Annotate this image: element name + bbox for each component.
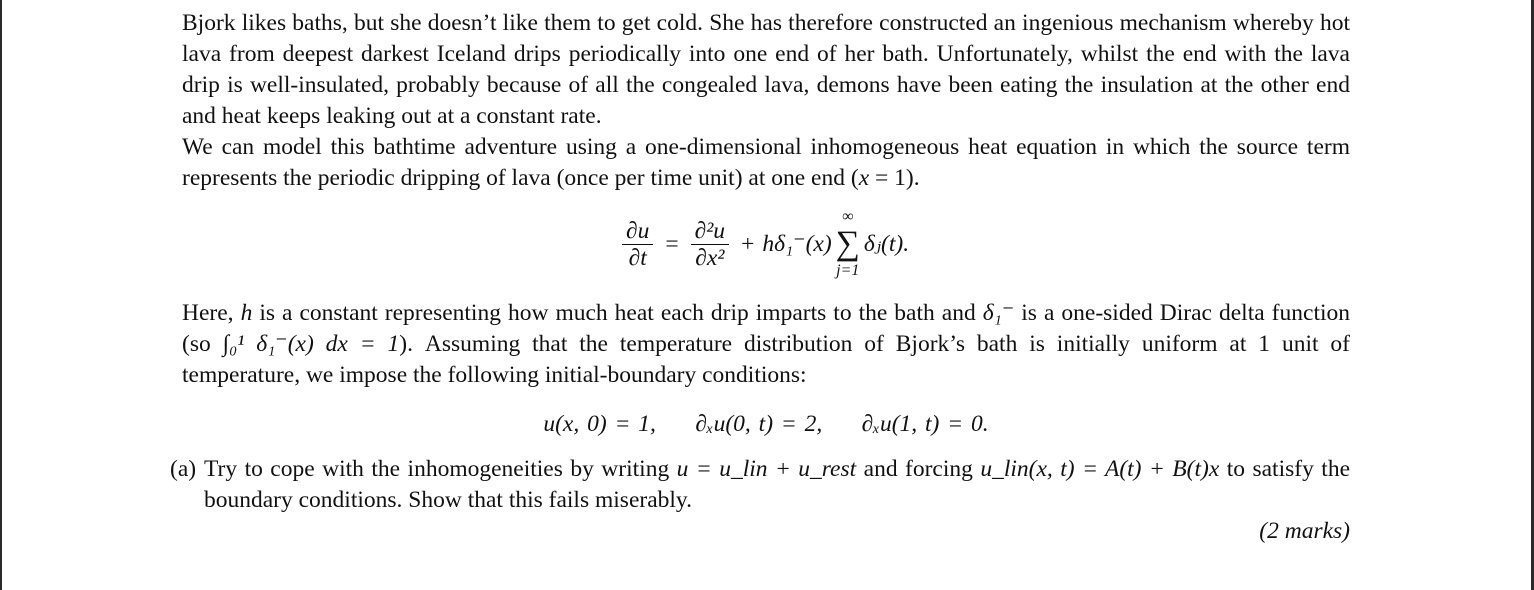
lhs-denominator: ∂t [628,244,647,271]
decomposition: u = u_lin + u_rest [676,456,857,482]
rhs-numerator: ∂²u [691,218,729,245]
lhs-fraction [622,218,653,271]
explanation-t1: Here, [182,300,241,326]
heat-equation-display [182,202,1350,298]
part-a-t1: Try to cope with the inhomogeneities by writing [204,456,677,482]
delta-symbol: δ₁⁻ [982,300,1015,326]
boundary-conditions [182,409,1350,440]
rhs-fraction [691,218,729,271]
model-paragraph: We can model this bathtime adventure using a one-dimensional inhomogeneous heat equation in which the source term represents the periodic dripping of lava (once per time unit) at one end (x = 1). [182,134,1350,191]
intro-paragraph: Bjork likes baths, but she doesn’t like them to get cold. She has therefore constructed an ingenious mechanism whereby hot lava from deepest darkest Iceland drips periodically into one end of her bath. Unfortunately, whilst the end with the lava drip is well-insulated, probably because of all the congealed lava, demons have been eating the insulation at the other end and heat keeps leaking out at a constant rate. [182,10,1350,129]
sum-upper-limit: ∞ [842,208,854,225]
model-text-end: ). [905,165,920,191]
window-left-edge [0,0,2,590]
part-a-label: (a) [170,456,197,482]
part-a-body [204,454,1350,547]
integral-expression: ∫₀¹ δ₁⁻(x) dx = 1 [222,331,400,357]
explanation-t2: is a constant representing how much heat each drip imparts to the bath and [252,300,983,326]
left-boundary-condition: ∂ₓu(0, t) = 2, [695,411,823,437]
marks-line [204,516,1350,547]
part-a-t2: and forcing [856,456,981,482]
equals-sign: = [665,230,679,257]
part-a [170,454,1350,547]
part-a-marks: (2 marks) [1259,518,1350,544]
lhs-numerator: ∂u [622,218,653,245]
initial-condition: u(x, 0) = 1, [543,411,656,437]
problem-page [170,8,1350,547]
summation [836,208,860,280]
explanation-t3: is a one-sided Dirac delta function (so [182,300,1350,357]
explanation-t4: ). Assuming that the temperature distribution of Bjork’s bath is initially uniform at 1 unit of temperature, we impose the following initial-boundary conditions: [182,331,1350,388]
source-term: hδ₁⁻(x) [762,230,832,257]
rhs-denominator: ∂x² [695,244,725,271]
sum-lower-limit: j=1 [836,262,860,279]
explanation-paragraph [182,298,1350,391]
heat-equation [618,208,909,280]
sum-symbol: ∑ [835,225,860,262]
sum-term: δⱼ(t). [863,230,910,257]
right-boundary-condition: ∂ₓu(1, t) = 0. [861,411,989,437]
h-symbol: h [240,300,253,326]
plus-sign: + [741,230,755,257]
part-a-t3: to satisfy the boundary conditions. Show that this fails miserably. [204,456,1350,513]
linear-form: u_lin(x, t) = A(t) + B(t)x [980,456,1220,482]
boundary-x-equals-one: x [858,165,870,191]
model-text: We can model this bathtime adventure using a one-dimensional inhomogeneous heat equation in which the source term represents the periodic dripping of lava (once per time unit) at one end ( [182,134,1350,191]
